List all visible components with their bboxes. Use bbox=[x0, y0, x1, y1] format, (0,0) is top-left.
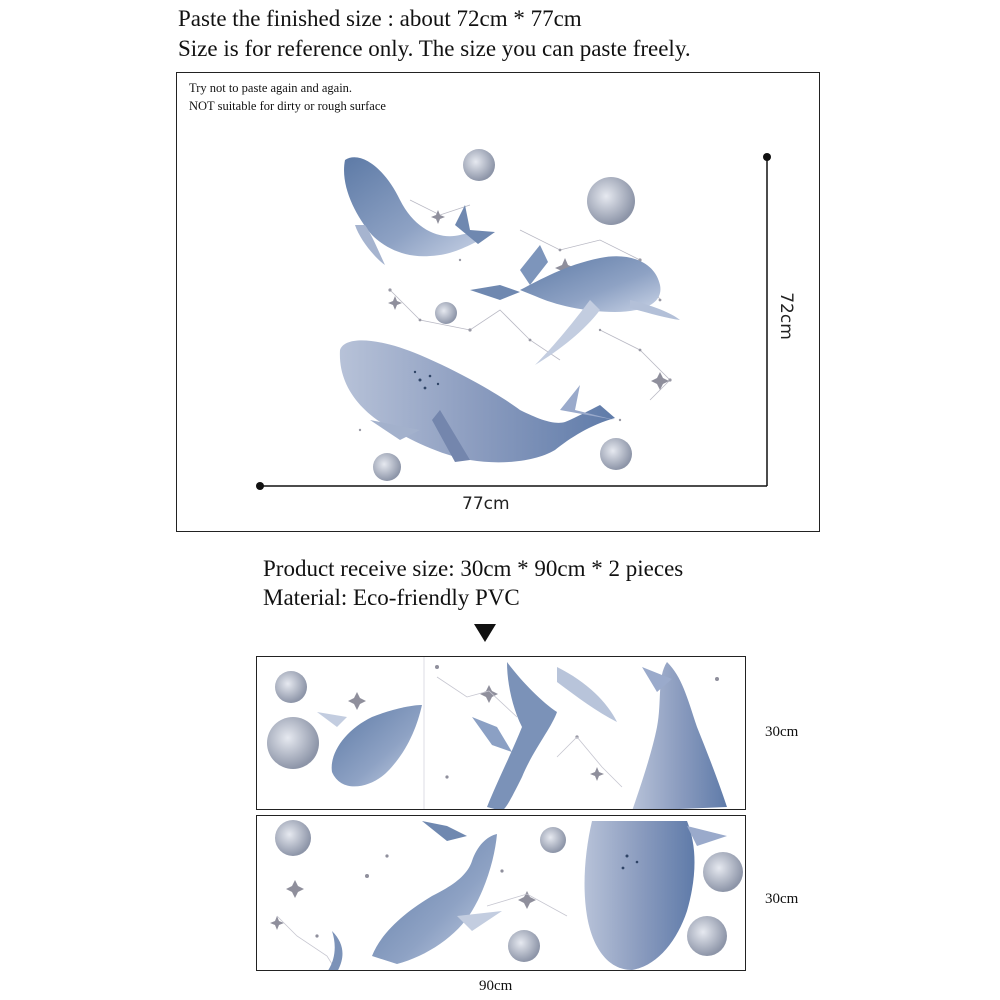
sticker-sheet-top bbox=[256, 656, 746, 810]
width-endpoint bbox=[256, 482, 264, 490]
sheet-top-whale-large bbox=[632, 662, 727, 810]
height-dimension-label: 72cm bbox=[775, 292, 796, 340]
width-dimension-label: 77cm bbox=[462, 494, 510, 514]
top-sheet-height-label: 30cm bbox=[765, 724, 799, 740]
surface-warning: NOT suitable for dirty or rough surface bbox=[189, 99, 386, 113]
bottom-sheet-height-label: 30cm bbox=[765, 891, 799, 907]
sheet-width-label: 90cm bbox=[479, 978, 513, 994]
sheet-top-whale-small bbox=[317, 705, 422, 786]
sheet-bottom-whale-left bbox=[372, 821, 502, 964]
down-arrow-icon bbox=[474, 624, 496, 642]
size-reference-note: Size is for reference only. The size you can paste freely. bbox=[178, 36, 691, 61]
height-endpoint bbox=[763, 153, 771, 161]
sheet-bottom-illustration bbox=[257, 816, 746, 971]
whale-right bbox=[470, 245, 680, 365]
product-size-text: Product receive size: 30cm * 90cm * 2 pieces bbox=[263, 556, 684, 581]
sheet-top-illustration bbox=[257, 657, 746, 810]
sticker-sheet-bottom bbox=[256, 815, 746, 971]
size-heading: Paste the finished size : about 72cm * 77cm bbox=[178, 6, 582, 31]
sheet-top-moons bbox=[267, 671, 319, 769]
sheet-bottom-fin bbox=[327, 931, 342, 971]
paste-warning: Try not to paste again and again. bbox=[189, 81, 353, 95]
whale-bottom bbox=[340, 340, 615, 462]
sheet-top-whale-tail bbox=[472, 662, 617, 810]
material-text: Material: Eco-friendly PVC bbox=[263, 585, 520, 610]
